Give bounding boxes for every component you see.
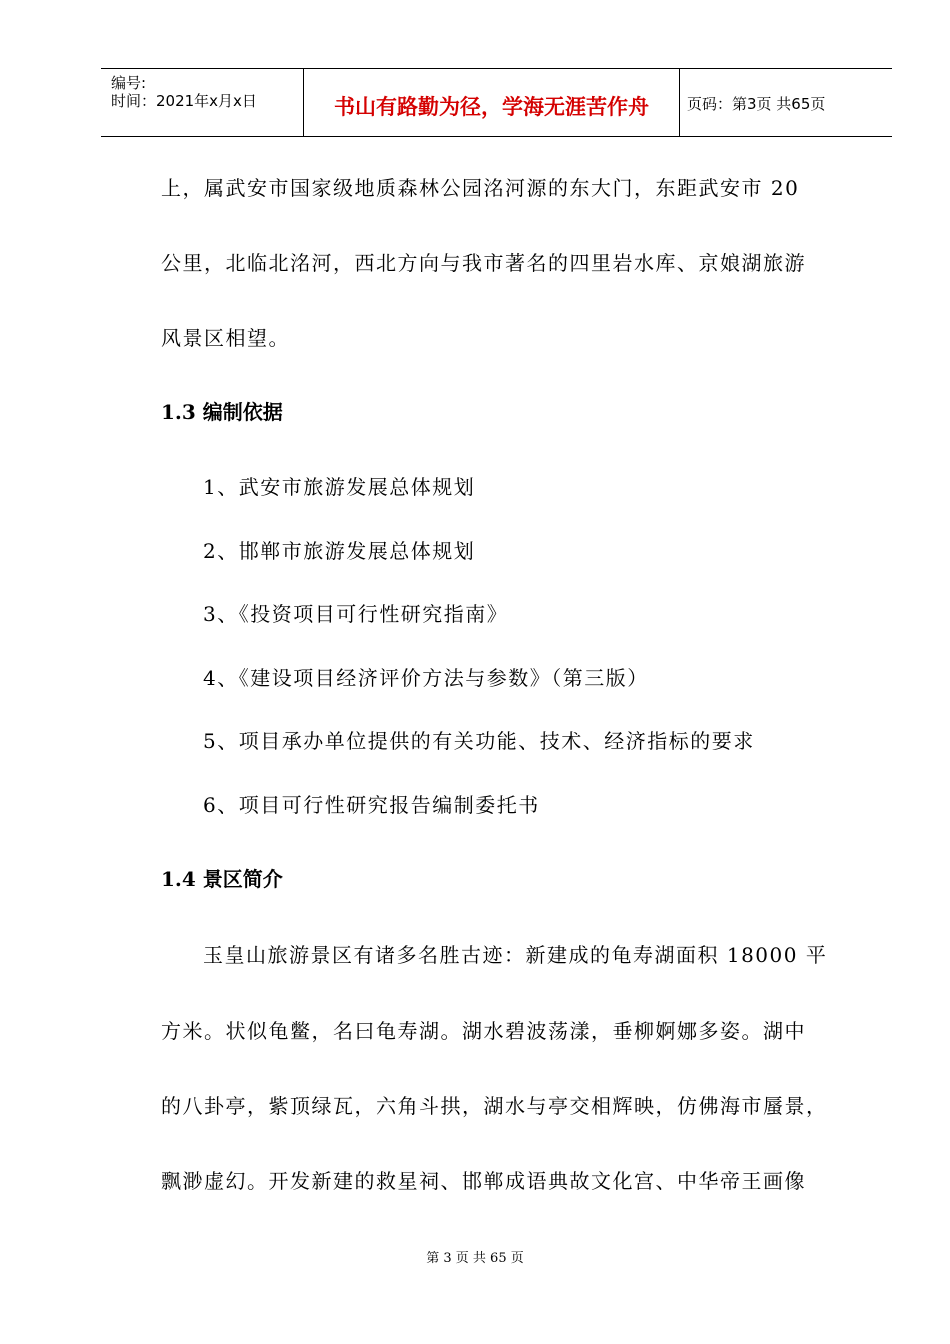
list-item: 5、项目承办单位提供的有关功能、技术、经济指标的要求 xyxy=(203,729,755,753)
list-item: 2、邯郸市旅游发展总体规划 xyxy=(203,539,476,563)
paragraph-line: 上，属武安市国家级地质森林公园洺河源的东大门，东距武安市 20 xyxy=(161,176,800,200)
paragraph-line: 的八卦亭，紫顶绿瓦，六角斗拱，湖水与亭交相辉映，仿佛海市蜃景， xyxy=(161,1094,828,1118)
list-item: 3、《投资项目可行性研究指南》 xyxy=(203,602,509,626)
list-item: 6、项目可行性研究报告编制委托书 xyxy=(203,793,540,817)
page-footer: 第 3 页 共 65 页 xyxy=(426,1251,524,1266)
page-header xyxy=(101,68,892,137)
header-meta-cell xyxy=(101,69,303,136)
paragraph-line: 公里，北临北洺河，西北方向与我市著名的四里岩水库、京娘湖旅游 xyxy=(161,251,806,275)
section-heading-1-4: 1.4 景区简介 xyxy=(161,867,283,891)
paragraph-line: 风景区相望。 xyxy=(161,326,290,350)
header-page-code: 页码：第3页 共65页 xyxy=(687,95,826,113)
header-motto-cell xyxy=(303,69,680,136)
list-item: 4、《建设项目经济评价方法与参数》（第三版） xyxy=(203,666,649,690)
paragraph-line: 飘渺虚幻。开发新建的救星祠、邯郸成语典故文化宫、中华帝王画像 xyxy=(161,1169,806,1193)
document-number-label: 编号: xyxy=(111,74,147,92)
header-motto: 书山有路勤为径，学海无涯苦作舟 xyxy=(334,95,649,119)
document-date-label: 时间：2021年x月x日 xyxy=(111,92,257,110)
list-item: 1、武安市旅游发展总体规划 xyxy=(203,475,476,499)
header-page-cell xyxy=(679,69,892,136)
paragraph-line: 方米。状似龟鳖，名曰龟寿湖。湖水碧波荡漾，垂柳婀娜多姿。湖中 xyxy=(161,1019,806,1043)
section-heading-1-3: 1.3 编制依据 xyxy=(161,400,283,424)
paragraph-line: 玉皇山旅游景区有诸多名胜古迹：新建成的龟寿湖面积 18000 平 xyxy=(203,943,828,967)
